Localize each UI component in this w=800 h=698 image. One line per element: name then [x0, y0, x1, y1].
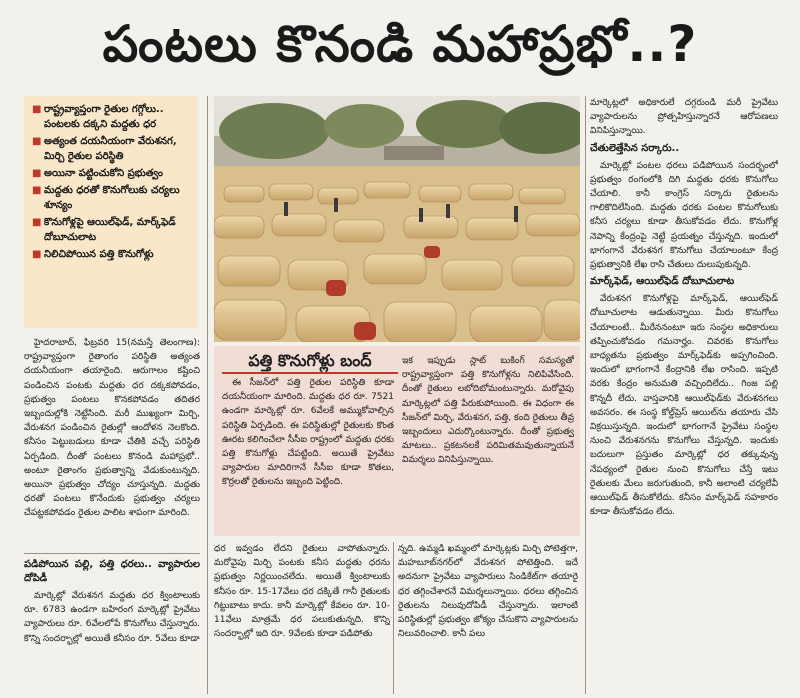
- middle-paragraph: న్నది. ఉమ్మడి ఖమ్మంలో మార్కెట్లకు మిర్చి పోటెత్తగా, మహబూబ్‌నగర్‌లో వేరుశనగ పోటెత్తింది. ఇదే అదనుగా ప్రైవేటు వ్యాపారులు సిండికేట్‌గా తయారై ధర తగ్గించేశారనే విమర్శలున్నాయి. ధరలు తగ్గించిన రైతులను నిలువుదోపిడీ చేస్తున్నారు. ఇలాంటి పరిస్థితుల్లో ప్రభుత్వం జోక్యం చేసుకొని వ్యాపారులను నిలువరించాలి. కానీ పలు: [398, 544, 578, 640]
- column-divider: [585, 96, 586, 694]
- highlight-text: మద్దతు ధరతో కొనుగోలుకు చర్యలు శూన్యం: [44, 185, 180, 211]
- section-divider: [24, 553, 200, 554]
- bullet-icon: ■: [32, 249, 42, 260]
- cotton-box: [214, 346, 580, 536]
- bullet-icon: ■: [32, 217, 42, 228]
- right-intro-paragraph: మార్కెట్లలో అధికారులే దగ్గరుండి మరీ ప్రైవేటు వ్యాపారులను ప్రోత్సహిస్తున్నారనే ఆరోపణలు వినిపిస్తున్నాయి.: [590, 98, 778, 137]
- bullet-icon: ■: [32, 136, 42, 147]
- cotton-box-paragraph: ఈ సీజన్‌లో పత్తి రైతుల పరిస్థితి కూడా దయనీయంగా మారింది. మద్దతు ధర రూ. 7521 ఉండగా మార్కెట్లో రూ. 6వేలకే అమ్ముకోవాల్సిన పరిస్థితి ఏర్పడింది. ఈ పరిస్థితుల్లో రైతులకు కొంత ఊరట కలిగించేలా సీసీఐ రాష్ట్రంలో మద్దతు ధరకు పత్తి కొనుగోళ్లు చేపట్టింది. అయితే ప్రైవేటు వ్యాపారుల మాదిరిగానే సీసీఐ కూడా కొతలు, కొర్రలతో రైతులను ఇబ్బంది పెట్టింది.: [222, 378, 394, 488]
- right-paragraph-2: వేరుశనగ కొనుగోళ్లపై మార్క్‌ఫెడ్‌, ఆయిల్‌ఫెడ్‌ దోబూచులాట ఆడుతున్నాయి. మీరు కొనుగోలు చేయాలంటే.. మీరేననంటూ ఇరు సంస్థల అధికారులు తప్పించుకోవడం గమనార్హం. చివరకు కొనుగోలు బాధ్యతను ప్రభుత్వం మార్క్‌ఫెడ్‌కు అప్పగించింది. ఇందులో భాగంగానే కేంద్రానికి లేఖ రాసింది. ఇప్పటి వరకు కేంద్రం అనుమతి వచ్చిందిలేదు.. గింజ పల్లి కొన్నదీ లేదు. వాస్తవానికి ఆయిల్‌ఫెడ్‌కు వేరుశనగలు అవసరం. ఈ సంస్థ కోల్డ్‌ప్రెస్‌ ఆయిల్‌ను తయారు చేసి విక్రయిస్తున్నది. ఇందులో భాగంగానే ప్రైవేటు సంస్థల నుంచి వేరుశనగను కొనుగోలు చేస్తున్నది. ఇందుకు బదులుగా ప్రస్తుతం మార్కెట్లో ధర తక్కువున్న నేపథ్యంలో రైతుల నుంచి కొనుగోలు చేస్తే ఇటు రైతులకు మేలు జరుగుతుంది, కానీ అలాంటి చర్యలేవీ ఆయిల్‌ఫెడ్‌ తీసుకోలేదు. కనీసం మార్క్‌ఫెడ్‌ సహకారం కూడా తీసుకోవడం లేదు.: [590, 294, 778, 518]
- cotton-box-title: పత్తి కొనుగోళ్లు బంద్‌: [222, 350, 398, 374]
- highlight-text: కొనుగోళ్లపై ఆయిల్‌ఫెడ్‌, మార్క్‌ఫెడ్‌ దోబూచులాట: [44, 217, 176, 243]
- market-photo-illustration: [214, 96, 580, 342]
- highlight-item: [32, 166, 192, 181]
- bullet-icon: ■: [32, 104, 42, 115]
- middle-paragraph: ధర ఇవ్వడం లేదని రైతులు వాపోతున్నారు. మరోవైపు మిర్చి పంటకు కనీస మద్దతు ధరను ప్రభుత్వం నిర్ణయించలేదు. అయితే క్వింటాలుకు కనీసం రూ. 15-17వేలు ధర దక్కితే గానీ రైతులకు గిట్టుబాటు కాదు. కానీ మార్కెట్లో కేవలం రూ. 10-11వేలు మాత్రమే ధర పలుకుతున్నది. కొన్ని సందర్భాల్లో ఇది రూ. 9వేలకు కూడా పడిపోతు: [214, 544, 390, 640]
- highlight-text: అయినా పట్టించుకోని ప్రభుత్వం: [44, 168, 163, 179]
- highlight-text: రాష్ట్రవ్యాప్తంగా రైతుల గగ్గోలు.. పంటలకు దక్కని మద్దతు ధర: [44, 104, 164, 130]
- cotton-box-col1: [222, 376, 394, 532]
- highlight-item: [32, 102, 192, 132]
- right-subhead-1: చేతులెత్తేసిన సర్కారు..: [590, 142, 680, 154]
- highlights-box: [24, 96, 198, 328]
- highlight-item: [32, 183, 192, 213]
- column-divider: [207, 96, 208, 694]
- cotton-box-paragraph: ఇక ఇప్పుడు స్లాట్‌ బుకింగ్‌ సమస్యతో రాష్ట్రవ్యాప్తంగా పత్తి కొనుగోళ్లను నిలిపివేసింది. దీంతో రైతులు లబోదిబోమంటున్నారు. మరోవైపు మార్కెట్లలో పత్తి పేరుకుపోయింది. ఈ విధంగా ఈ సీజన్‌లో మిర్చి, వేరుశనగ, పత్తి, కంది రైతులు తీవ్ర ఇబ్బందులు ఎదుర్కొంటున్నారు. దీంతో ప్రభుత్వ మాటలు.. ప్రకటనలకే పరిమితమవుతున్నాయనే విమర్శలు వినిపిస్తున్నాయి.: [402, 356, 574, 466]
- highlights-list: [32, 102, 192, 262]
- highlight-item: [32, 247, 192, 262]
- column-divider: [393, 542, 394, 694]
- middle-bottom-col1: [214, 542, 390, 694]
- left-column-intro: [24, 336, 200, 554]
- dateline-paragraph: హైదరాబాద్‌, ఫిబ్రవరి 15(నమస్తే తెలంగాణ): రాష్ట్రవ్యాప్తంగా రైతాంగం పరిస్థితి అత్యంత దయనీయంగా తయారైంది. ఆరుగాలం కష్టించి పండించిన పంటకు మద్దతు ధర దక్కకపోవడం, ప్రభుత్వం పంటలు కొనకపోవడం తదితర ఇబ్బందుల్లోకి నెట్టేసింది. మరీ ముఖ్యంగా మిర్చి, వేరుశనగ పండించిన రైతుల్లో ఆందోళన నెలకొంది. కనీసం పెట్టుబడులు కూడా చేతికి వచ్చే పరిస్థితి ఏర్పడింది. దీంతో పంటలు కొనండి మహాప్రభో.. అంటూ రైతాంగం ప్రభుత్వాన్ని వేడుకుంటున్నది. అయినా ప్రభుత్వం చోద్యం చూస్తున్నది. మద్దతు ధరతో పంటలు కొనేందుకు ప్రభుత్వం చర్యలు చేపట్టకపోవడం రైతుల పాలిట శాపంగా మారింది.: [24, 338, 200, 519]
- right-column: [590, 96, 778, 694]
- page-headline: పంటలు కొనండి మహాప్రభో..?: [102, 15, 698, 73]
- highlight-text: అత్యంత దయనీయంగా వేరుశనగ, మిర్చి రైతుల పరిస్థితి: [44, 136, 177, 162]
- market-photo: [214, 96, 580, 342]
- bullet-icon: ■: [32, 168, 42, 179]
- left-column-bottom: [24, 556, 200, 694]
- right-paragraph-1: మార్కెట్లో పంటల ధరలు పడిపోయిన సందర్భంలో ప్రభుత్వం రంగంలోకి దిగి మద్దతు ధరకు కొనుగోలు చేయాలి. కానీ కాంగ్రెస్‌ సర్కారు రైతులను గాలికొదిలేసింది. మద్దతు ధరకు పంటల కొనుగోలుకు కనీస చర్యలు కూడా తీసుకోవడం లేదు. కొనుగోళ్ల నెపాన్ని కేంద్రంపై నెట్టే ప్రయత్నం చేస్తున్నది. ఇందులో భాగంగానే వేరుశనగ కొనుగోలు చేయాలంటూ కేంద్ర ప్రభుత్వానికి లేఖ రాసి చేతులు దులుపుకున్నది.: [590, 160, 778, 271]
- highlight-item: [32, 134, 192, 164]
- right-subhead-2: మార్క్‌ఫెడ్‌, ఆయిల్‌ఫెడ్‌ దోబూచులాట: [590, 276, 735, 288]
- bullet-icon: ■: [32, 185, 42, 196]
- highlight-item: [32, 215, 192, 245]
- cotton-box-col2: [402, 354, 574, 532]
- left-subhead: పడిపోయిన పల్లి, పత్తి ధరలు.. వ్యాపారుల దోపిడీ: [24, 559, 200, 584]
- left-body-paragraph: మార్కెట్లో వేరుశనగ మద్దతు ధర క్వింటాలుకు రూ. 6783 ఉండగా బహిరంగ మార్కెట్లో ప్రైవేటు వ్యాపారులు రూ. 6వేలలోపే కొనుగోలు చేస్తున్నారు. కొన్ని సందర్భాల్లో అయితే కనీసం రూ. 5వేలు కూడా: [24, 591, 200, 644]
- middle-bottom-col2: [398, 542, 578, 694]
- highlight-text: నిలిచిపోయిన పత్తి కొనుగోళ్లు: [44, 249, 154, 260]
